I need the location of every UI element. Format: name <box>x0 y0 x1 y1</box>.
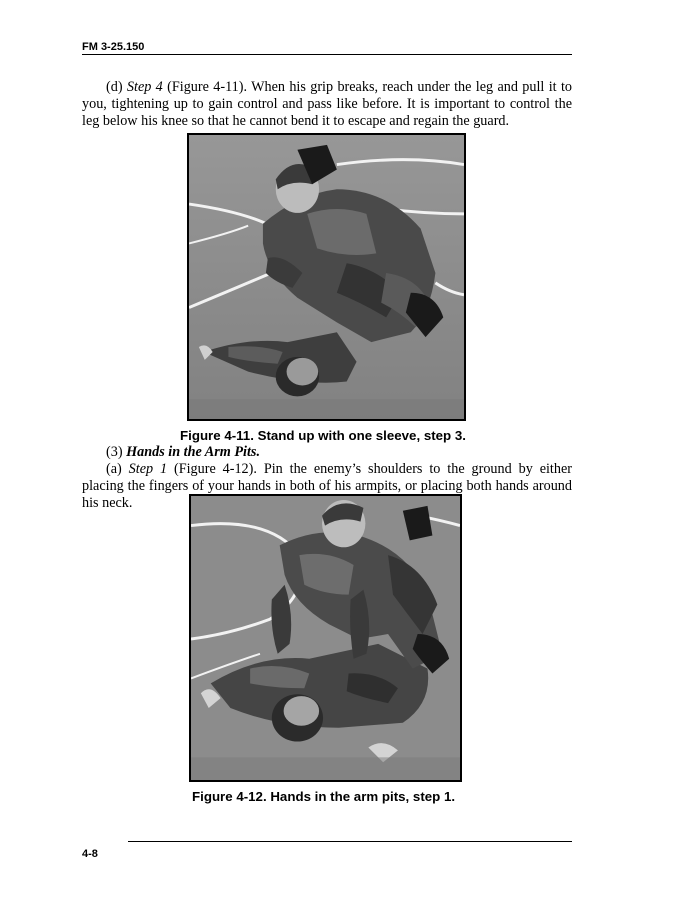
paragraph-text: (Figure 4-12). Pin the enemy’s shoulders to the ground by either placing the fingers of your hands in both of his armpits, or placing both hands around his neck. <box>82 461 572 511</box>
heading-prefix: (3) <box>106 444 127 460</box>
photo-stand-up-sleeve <box>189 135 464 419</box>
paragraph-prefix: (d) <box>106 79 127 95</box>
footer-rule <box>128 841 572 842</box>
figure-4-11-photo <box>187 133 466 421</box>
heading-text: Hands in the Arm Pits. <box>126 444 260 460</box>
header-rule <box>82 54 572 55</box>
subsection-heading <box>106 444 572 461</box>
paragraph-step-4 <box>82 79 572 130</box>
figure-4-12-caption: Figure 4-12. Hands in the arm pits, step 1. <box>192 789 456 804</box>
figure-4-11-caption: Figure 4-11. Stand up with one sleeve, step 3. <box>180 428 466 443</box>
step-label: Step 1 <box>128 461 168 477</box>
paragraph-text: (Figure 4-11). When his grip breaks, reach under the leg and pull it to you, tightening up to gain control and pass like before. It is important to control the leg below his knee so that he cannot bend it to escape and regain the guard. <box>82 79 572 129</box>
figure-4-12-photo <box>189 494 462 782</box>
running-header: FM 3-25.150 <box>82 41 145 53</box>
step-label: Step 4 <box>126 79 163 95</box>
photo-hands-in-arm-pits <box>191 496 460 780</box>
page-number: 4-8 <box>82 848 98 860</box>
paragraph-prefix: (a) <box>106 461 129 477</box>
